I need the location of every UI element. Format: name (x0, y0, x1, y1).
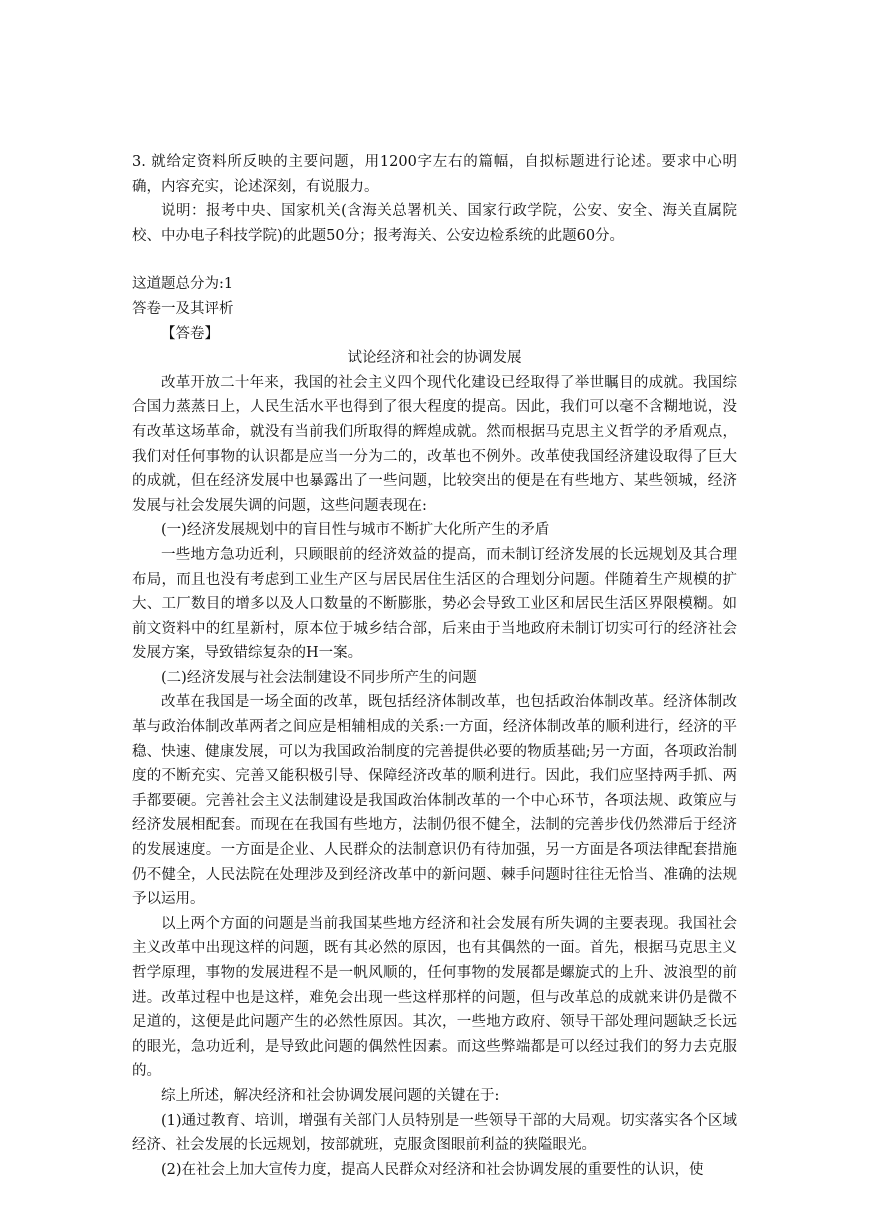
essay-paragraph-6: (1)通过教育、培训，增强有关部门人员特别是一些领导干部的大局观。切实落实各个区域经济、社会发展的长远规划，按部就班，克服贪图眼前利益的狭隘眼光。 (132, 1112, 737, 1154)
question-text: 3. 就给定资料所反映的主要问题，用1200字左右的篇幅，自拟标题进行论述。要求中心明确，内容充实，论述深刻，有说服力。 (132, 154, 737, 195)
section-heading: 答卷一及其评析 (132, 300, 234, 317)
essay-paragraph-7: (2)在社会上加大宣传力度，提高人民群众对经济和社会协调发展的重要性的认识，使 (161, 1161, 704, 1178)
essay-subheading-2: (二)经济发展与社会法制建设不同步所产生的问题 (161, 669, 477, 686)
essay-paragraph-3: 改革在我国是一场全面的改革，既包括经济体制改革，也包括政治体制改革。经济体制改革与政治体制改革两者之间应是相辅相成的关系:一方面，经济体制改革的顺利进行，经济的平稳、快速、健康发展，可以为我国政治制度的完善提供必要的物质基础;另一方面，各项政治制度的不断充实、完善又能积极引导、保障经济改革的顺利进行。因此，我们应坚持两手抓、两手都要硬。完善社会主义法制建设是我国政治体制改革的一个中心环节，各项法规、政策应与经济发展相配套。而现在在我国有些地方，法制仍很不健全，法制的完善步伐仍然滞后于经济的发展速度。一方面是企业、人民群众的法制意识仍有待加强，另一方面是各项法律配套措施仍不健全，人民法院在处理涉及到经济改革中的新问题、棘手问题时往往无恰当、准确的法规予以运用。 (132, 694, 737, 908)
document-page (132, 150, 737, 1182)
question-note: 说明：报考中央、国家机关(含海关总署机关、国家行政学院，公安、安全、海关直属院校、中办电子科技学院)的此题50分；报考海关、公安边检系统的此题60分。 (132, 203, 737, 244)
essay-title: 试论经济和社会的协调发展 (347, 350, 522, 367)
essay-subheading-1: (一)经济发展规划中的盲目性与城市不断扩大化所产生的矛盾 (161, 522, 550, 539)
essay-paragraph-5: 综上所述，解决经济和社会协调发展问题的关键在于: (161, 1087, 500, 1104)
essay-paragraph-1: 改革开放二十年来，我国的社会主义四个现代化建设已经取得了举世瞩目的成就。我国综合国力蒸蒸日上，人民生活水平也得到了很大程度的提高。因此，我们可以毫不含糊地说，没有改革这场革命，就没有当前我们所取得的辉煌成就。然而根据马克思主义哲学的矛盾观点，我们对任何事物的认识都是应当一分为二的，改革也不例外。改革使我国经济建设取得了巨大的成就，但在经济发展中也暴露出了一些问题，比较突出的便是在有些地方、某些领城，经济发展与社会发展失调的问题，这些问题表现在: (132, 374, 737, 514)
spacer (132, 248, 737, 272)
answer-label: 【答卷】 (161, 325, 219, 342)
essay-paragraph-4: 以上两个方面的问题是当前我国某些地方经济和社会发展有所失调的主要表现。我国社会主义改革中出现这样的问题，既有其必然的原因，也有其偶然的一面。首先，根据马克思主义哲学原理，事物的发展进程不是一帆风顺的，任何事物的发展都是螺旋式的上升、波浪型的前进。改革过程中也是这样，难免会出现一些这样那样的问题，但与改革总的成就来讲仍是微不足道的，这便是此问题产生的必然性原因。其次，一些地方政府、领导干部处理问题缺乏长远的眼光，急功近利，是导致此问题的偶然性因素。而这些弊端都是可以经过我们的努力去克服的。 (132, 915, 737, 1080)
score-line: 这道题总分为:1 (132, 276, 234, 293)
essay-paragraph-2: 一些地方急功近利，只顾眼前的经济效益的提高，而未制订经济发展的长远规划及其合理布局，而且也没有考虑到工业生产区与居民居住生活区的合理划分问题。伴随着生产规模的扩大、工厂数目的增多以及人口数量的不断膨胀，势必会导致工业区和居民生活区界限模糊。如前文资料中的红星新村，原本位于城乡结合部，后来由于当地政府未制订切实可行的经济社会发展方案，导致错综复杂的H一案。 (132, 546, 737, 662)
